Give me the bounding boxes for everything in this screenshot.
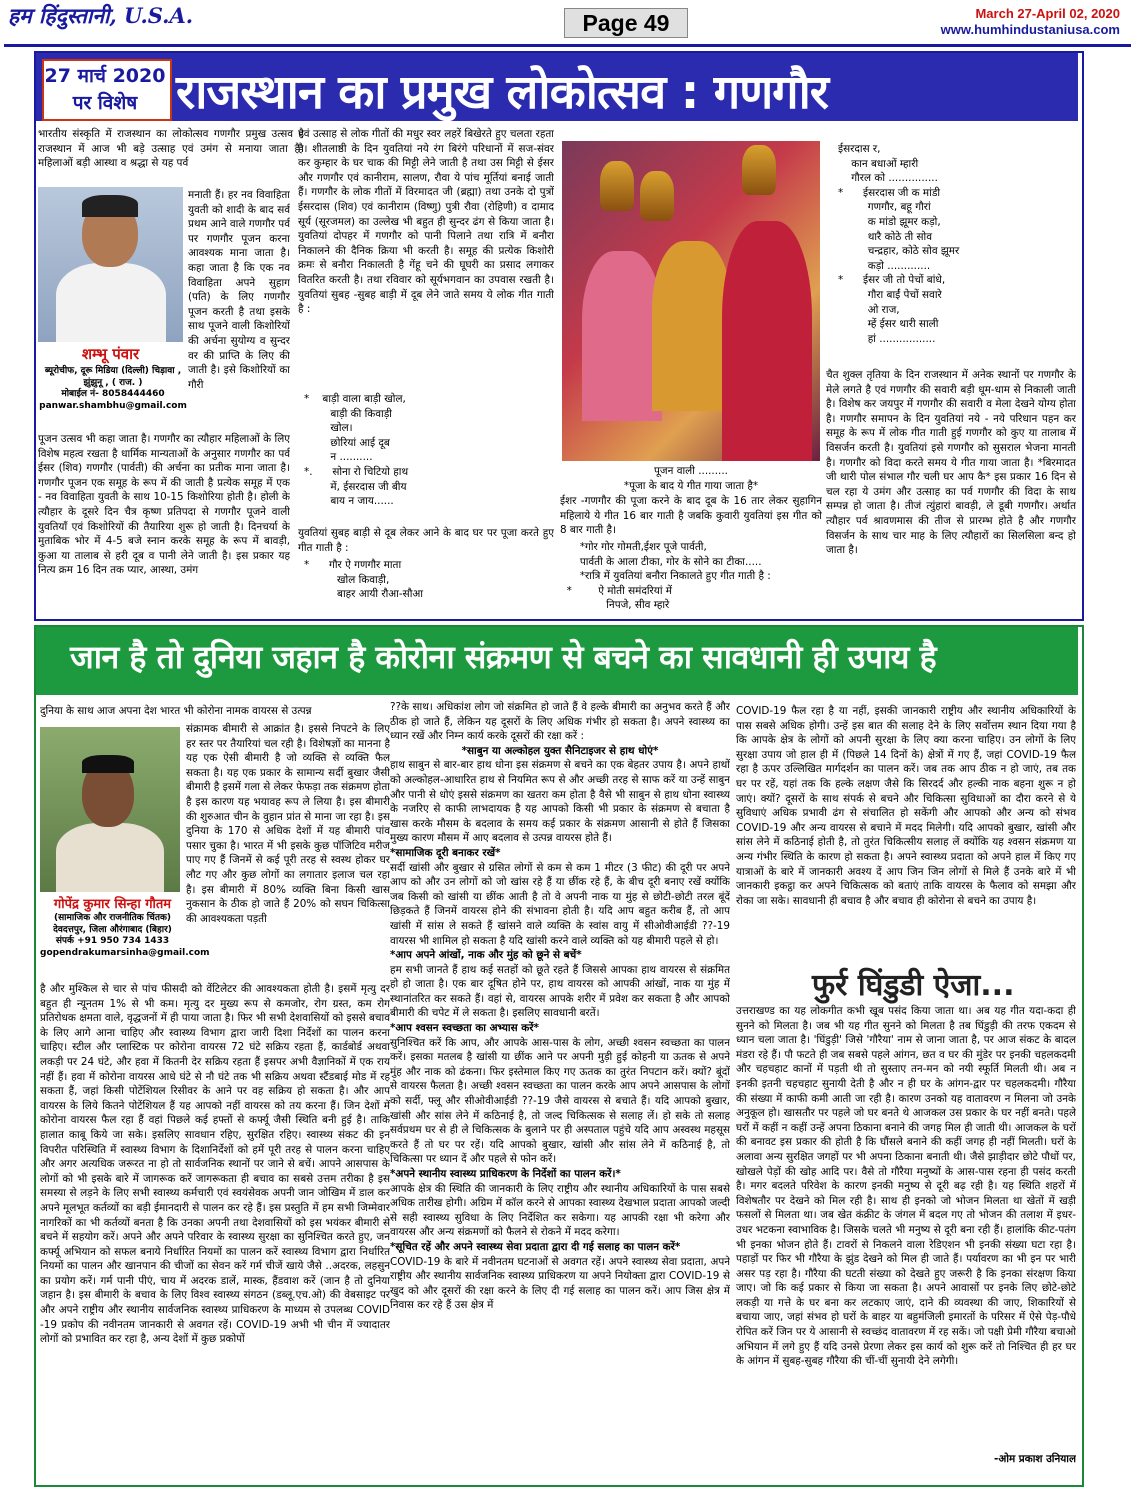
corona-avoid-touch-text: हम सभी जानते हैं हाथ कई सतहों को छूते रहते हैं जिससे आपका हाथ वायरस से संक्रमित हो हो जाता है। एक बार दूषित होने पर, हाथ वायरस को आपकी आंखों, नाक या मुंह में स्थानांतरित कर सकते हैं। वहां से, वायरस आपके शरीर में प्रवेश कर सकता है और आपको बीमारी की चपेट में ले सकता है। इसलिए सावधानी बरतें।: [390, 963, 730, 1020]
author-photo-shambhu: [38, 187, 183, 342]
masthead: [8, 2, 1128, 44]
corona-social-distance-text: सर्दी खांसी और बुखार से ग्रसित लोगों से कम से कम 1 मीटर (3 फीट) की दूरी पर अपने आप को और उन लोगों को जो खांस रहे हैं या छींक रहे हैं, के बीच दूरी बनाए रखें क्योंकि जब किसी को खांसी या छींक आती है तो वे अपनी नाक या मुंह से छोटी-छोटी तरल बूंदें छिड़कते हैं जिनमें वायरस होने की संभावना होती है। यदि आप बहुत करीब हैं, तो आप खांसी में सांस ले सकते हैं खांसने वाले व्यक्ति के स्वांस वायु में सीओवीआईडी ??-19 वायरस भी शामिल हो सकता है यदि खांसी करने वाले व्यक्ति को यह बीमारी पहले से हो।: [390, 861, 730, 947]
corona-stay-informed-text: COVID-19 के बारे में नवीनतम घटनाओं से अवगत रहें। अपने स्वास्थ्य सेवा प्रदाता, अपने राष्ट्रीय और स्थानीय सार्वजनिक स्वास्थ्य प्राधिकरण या अपने नियोक्ता द्वारा COVID-19 से खुद को और दूसरों की रक्षा करने के लिए दी गई सलाह का पालन करें। आप जिस क्षेत्र में निवास कर रहे हैं उस क्षेत्र में: [390, 1255, 730, 1312]
issue-date: March 27-April 02, 2020: [975, 6, 1120, 21]
website-link[interactable]: www.humhindustaniusa.com: [940, 22, 1120, 37]
subhead-wash-hands: *साबुन या अल्कोहल युक्त सैनिटाइजर से हाथ धोएं*: [461, 744, 659, 757]
gangaur-song-4: ईसरदास र, कान बधाओं म्हारी गौरल को ............... * ईसरदास जी क मांडी गणगौर, बहू गौरां क मांडो झूमर कड़ो, थारै कोठे ती सोव चन्द्रहार, कोठे सोव झूमर कड़ो ............. * ईसर जी तो पेचों बांधे, गौरा बाईं पेचों सवारे ओ राज, म्हें ईसर थारी साली हां .................: [838, 143, 960, 345]
gangaur-col3-verse: पूजन वाली ......... *पूजा के बाद ये गीत गाया जाता है*: [623, 465, 759, 492]
author-photo-gopendra: [40, 727, 180, 892]
subhead-respiratory: *आप श्वसन स्वच्छता का अभ्यास करें*: [390, 1022, 539, 1035]
gangaur-col4-body: चैत शुक्ल तृतिया के दिन राजस्थान में अनेक स्थानों पर गणगौर के मेले लगते है एवं गणगौर की सवारी बड़ी धूम-धाम से निकाली जाती है। विशेष कर जयपुर में गणगौर की सवारी व मेला देखने योग्य होता है। गणगौर समापन के दिन युवतियां नये - नये परिधान पहन कर समूह के रूप में लोक गीत गाती हुई गणगौर को कुए या तालाब में विसर्जन करती है। युवतियां इसे गणगौर को सुसराल भेजना मानती है। गणगौर को विदा करते समय ये गीत गाया जाता है। *बिरमादत जी थारी पोल संभाल गौर चली घर आप कै* इस प्रकार 16 दिन से चल रहा ये उमंग और उत्साह का पर्व गणगौर की विदा के साथ सम्पन्न हो जाता है। तीजं त्युंहारां बावड़ी, ले डूबी गणगौर। अर्थात त्यौहार पर्व श्रावणमास की तीज से प्रारम्भ होते है और गणगौर विसर्जन के साथ चार माह के लिए त्यौहारों का सिलसिला बन्द हो जाता है।: [826, 369, 1076, 557]
page-number: Page 49: [564, 8, 688, 38]
author-details-gopendra: [40, 913, 210, 959]
subhead-stay-informed: *सूचित रहें और अपने स्वास्थ्य सेवा प्रदाता द्वारा दी गई सलाह का पालन करें*: [390, 1240, 681, 1253]
corona-col2: [390, 700, 730, 1482]
author-mobile: मोबाईल नं- 8058444460: [61, 389, 165, 399]
author-details-shambhu: [38, 366, 188, 412]
gangaur-col3-body: ईशर -गणगौर की पूजा करने के बाद दूब के 16 तार लेकर सुहागिन महिलाये ये गीत 16 बार गाती है जबकि कुवारी युवतियां इस गीत को 8 बार गाती है।: [560, 495, 822, 537]
article-corona-title: जान है तो दुनिया जहान है कोरोना संक्रमण से बचने का सावधानी ही उपाय है: [70, 638, 937, 676]
gangaur-col2-body: एवं उत्साह से लोक गीतों की मधुर स्वर लहरें बिखेरते हुए चलता रहता है। शीतलाष्ठी के दिन युवतियां नये रंग बिरंगे परिधानों में सज-संवर कर कुम्हार के घर चाक की मिट्टी लेने जाती है तथा उस मिट्टी से ईसर और गणगौर एवं कानीराम, सालण, रौवा ये पांच मूर्तियां बनाई जाती हैं। गणगौर के लोक गीतों में विरमादत जी (ब्रह्मा) तथा उनके दो पुत्रों ईसरदास (शिव) एवं कानीराम (विष्णु) पुत्री रौवा (रोहिणी) व दामाद सूर्य (सूरजमल) का उल्लेख भी बहुत ही सुन्दर ढंग से किया जाता है। युवतियां दोपहर में गणगौर को पानी पिलाने तथा रात्रि में बनौरा निकालने की दैनिक क्रिया भी करती है। समूह की प्रत्येक किशोरी क्रमः से बनौरा निकालती है गेंहू चने की घूघरी का प्रसाद लगाकर वितरित करती है। तथा रविवार को सूर्यभगवान का उपवास रखती है। युवतियां सुबह -सुबह बाड़ी में दूब लेने जाते समय ये लोक गीत गाती है :: [298, 128, 554, 316]
gangaur-song-2: * गौर ऐ गणगौर माता खोल किवाड़ी, बाहर आयी रौआ-सौआ: [304, 559, 424, 601]
author-email: panwar.shambhu@gmail.com: [39, 400, 187, 411]
corona-local-authority-text: आपके क्षेत्र की स्थिति की जानकारी के लिए राष्ट्रीय और स्थानीय अधिकारियों के पास सबसे अधिक तारीख होगी। अग्रिम में कॉल करने से आपका स्वास्थ्य देखभाल प्रदाता आपको जल्दी से सही स्वास्थ्य सुविधा के लिए निर्देशित कर सकेगा। यह आपकी रक्षा भी करेगा और वायरस और अन्य संक्रमणों को फैलने से रोकने में मदद करेगा।: [390, 1182, 730, 1239]
article-sparrow-title: फुर्र घिंडुडी ऐजा...: [812, 968, 1015, 1003]
publication-name: हम हिंदुस्तानी, U.S.A.: [8, 3, 194, 28]
author-email: gopendrakumarsinha@gmail.com: [40, 947, 210, 958]
article-gangaur-title: राजस्थान का प्रमुख लोकोत्सव : गणगौर: [176, 65, 829, 120]
gangaur-col1-intro: भारतीय संस्कृति में राजस्थान का लोकोत्सव गणगौर प्रमुख उत्सव है राजस्थान में आज भी बड़े उत्साह एवं उमंग से मनाया जाता है। महिलाओं बड़ी आस्था व श्रद्धा से यह पर्व: [38, 128, 304, 170]
author-role: (सामाजिक और राजनीतिक चिंतक) देवदत्तपुर, जिला औरंगाबाद (बिहार): [53, 913, 172, 935]
corona-col1-intro: दुनिया के साथ आज अपना देश भारत भी कोरोना नामक वायरस से उत्पन्न: [40, 705, 312, 717]
date-tag-box: [42, 59, 172, 121]
author-role: ब्यूरोचीफ, दूरू मिडिया (दिल्ली) चिड़ावा , झुंझुनू , ( राज. ): [44, 366, 182, 388]
author-name-shambhu: शम्भू पंवार: [81, 345, 140, 363]
corona-col2-intro: ??के साथ। अधिकांश लोग जो संक्रमित हो जाते हैं वे हल्के बीमारी का अनुभव करते हैं और ठीक हो जाते हैं, लेकिन यह दूसरों के लिए अधिक गंभीर हो सकता है। अपने स्वास्थ्य का ध्यान रखें और निम्न कार्य करके दूसरों की रक्षा करें :: [390, 701, 730, 743]
corona-col1-side: संक्रामक बीमारी से आक्रांत है। इससे निपटने के लिए हर स्तर पर तैयारियां चल रही है। विशेषज्ञों का मानना है यह एक ऐसी बीमारी है जो व्यक्ति से व्यक्ति फैल सकता है। यह एक प्रकार के सामान्य सर्दी बुखार जैसी बीमारी है इसमें गला से लेकर फेफड़ा तक संक्रमण होता है इस कारण यह भयावह रूप ले लिया है। इस बीमारी की शुरुआत चीन के वुहान प्रांत से माना जा रहा है। इस दुनिया के 170 से अधिक देशों में यह बीमारी पांव पसार चुका है। भारत में भी इसके कुछ पॉजिटिव मरीज पाए गए हैं जिनमें से कई पूरी तरह से स्वस्थ होकर घर लौट गए और कुछ लोगों का लगातार इलाज चल रहा है। इस बीमारी में 80% व्यक्ति बिना किसी खास नुकसान के ठीक हो जाते हैं 20% को सघन चिकित्सा की आवश्यकता पड़ती: [186, 723, 390, 925]
gangaur-song-3: *गोर गोर गोमती,ईशर पूजे पार्वती, पार्वती के आला टीका, गोर के सोने का टीका..... *रात्रि में युवतियां बनौरा निकालते हुए गीत गाती है : * ऐ मोती समंदरियां में निपजे, सीव म्हारे: [566, 541, 771, 612]
corona-col1-body: है और मुश्किल से चार से पांच फीसदी को वेंटिलेटर की आवश्यकता होती है। इसमें मृत्यु दर बहुत ही न्यूनतम 1% से भी कम। मृत्यु दर मुख्य रूप से कमजोर, रोग ग्रस्त, कम रोग प्रतिरोधक क्षमता वाले, वृद्धजनों में ही पाया जाता है। फिर भी सभी देशवासियों को इससे बचाव के लिए आगे आना चाहिए और स्वास्थ्य विभाग द्वारा जारी दिशा निर्देशों का पालन करना चाहिए। स्टील और प्लास्टिक पर कोरोना वायरस 72 घंटे सक्रिय रहता हैं, कार्डबोर्ड अथवा लकड़ी पर 24 घंटे, और हवा में कितनी देर सक्रिय रहता हैं इसपर अभी वैज्ञानिकों में एक राय नहीं हैं। हवा में कोरोना वायरस आधे घंटे से नौ घंटे तक भी सक्रिय अथवा स्टैंडबाई मोड में रह सकता हैं, जहां किसी पोटेंशियल रिसीवर के आने पर वह सक्रिय हो सकता है। और आप वायरस के लिये कितने पोटेंशियल हैं यह आपको नहीं वायरस को तय करना हैं। जिन देशों में कोरोना वायरस फैल रहा हैं वहां पिछले कई हफ्तों से कर्फ्यू जैसी स्थिति बनी हुई है। ताकि हालात काबू किये जा सके। इसलिए सावधान रहिए, सुरक्षित रहिए। स्वास्थ्य संकट की इन विपरीत परिस्थिति में स्वास्थ्य विभाग के दिशानिर्देशों को हमें पूरी तरह से पालन करना चाहिए और अगर अत्यधिक जरूरत ना हो तो सार्वजनिक स्थानों पर जाने से बचें। आपने आसपास के लोगों को भी इसके बारे में जागरूक करें जागरूकता ही बचाव का सबसे उत्तम तरीका है इस समस्या से लड़ने के लिए सभी स्वास्थ्य कर्मचारी एवं स्वयंसेवक अपनी जान जोखिम में डाल कर अपने मूलभूत कर्तव्यों का बड़ी ईमानदारी से पालन कर रहे हैं। इस प्रस्तुति में हम सभी जिम्मेवार नागरिकों का भी कर्तव्यों बनता है कि उनका अपनी तथा देशवासियों को इस भयंकर बीमारी से बचने में सहयोग करें। अपने और अपने परिवार के स्वास्थ्य सुरक्षा का सुनिश्चित करते हुए, जन कर्फ्यू अभियान को सफल बनाये निर्धारित नियमों का पालन करें स्वास्थ्य विभाग द्वारा निर्धारित नियमों का पालन और खानपान की चीजों का सेवन करें गर्म चीजें खाये जैसे ..अदरक, लहसुन का प्रयोग करें। गर्म पानी पीएं, चाय में अदरक डालें, मास्क, हैंडवाश करें (जान है तो दुनिया जहान है। इस बीमारी के बचाव के लिए विश्व स्वास्थ्य संगठन (डब्लू.एच.ओ) की वेबसाइट पर और अपने राष्ट्रीय और स्थानीय सार्वजनिक स्वास्थ्य प्राधिकरण के माध्यम से उपलब्ध COVID -19 प्रकोप की नवीनतम जानकारी से अवगत रहें। COVID-19 अभी भी चीन में ज्यादातर लोगों को प्रभावित कर रहा है, अन्य देशों में कुछ प्रकोपों: [40, 983, 390, 1346]
article-sparrow-body: उत्तराखण्ड का यह लोकगीत कभी खूब पसंद किया जाता था। अब यह गीत यदा-कदा ही सुनने को मिलता है। जब भी यह गीत सुनने को मिलता है तब घिंडुड़ी की तरफ एकदम से ध्यान चला जाता है। 'घिंडुड़ी' जिसे 'गौरैया' नाम से जाना जाता है, पर आज संकट के बादल मंडरा रहे हैं। पौ फटते ही जब सबसे पहले आंगन, छत व घर की मुंडेर पर इनकी चहलकदमी और चहचहाट कानों में पड़ती थी तो सुस्ताए तन-मन को नयी स्फूर्ति मिलती थी। अब न इनकी इतनी चहचहाट सुनायी देती है और न ही घर के आंगन-द्वार पर चहलकदमी। गौरैया की संख्या में काफी कमी आती जा रही है। कारण उनको यह वातावरण न मिलना जो उनके अनुकूल हो। खासतौर पर पहले जो घर बनते थे आजकल उस प्रकार के घर नहीं बनते। पहले घरों में कहीं न कहीं उन्हें अपना ठिकाना बनाने की जगह मिल ही जाती थी। आजकल के घरों की बनावट इस प्रकार की होती है कि घौंसले बनाने की कहीं जगह ही नहीं मिलती। घरों के अलावा अन्य सुरक्षित जगहों पर भी अपना ठिकाना बनाती थी। जैसे झाड़ीदार छोटे पौधों पर, खोखले पेड़ों की खोह आदि पर। वैसे तो गौरैया मनुष्यों के आस-पास रहना ही पसंद करती है। मगर बदलते परिवेश के कारण इनकी मनुष्य से दूरी बढ़ रही है। यह स्थिति शहरों में विशेषतौर पर देखने को मिल रही है। साथ ही इनको जो भोजन मिलता था खेतों में खड़ी फसलों से मिलता था। जब खेत कंक्रीट के जंगल में बदल गए तो भोजन की तलाश में इधर-उधर भटकना स्वाभाविक है। जिसके चलते भी मनुष्य से दूरी बना रही हैं। हालांकि कीट-पतंग भी इनका भोजन होते हैं। टावरों से निकलने वाला रेडिएशन भी इनकी संख्या घटा रहा है। पहाड़ों पर फिर भी गौरैया के झुंड देखने को मिल ही जाते हैं। पर्यावरण का भी इन पर भारी असर पड़ रहा है। गौरैया की घटती संख्या को देखते हुए जरूरी है कि इनका संरक्षण किया जाए। जो कि कई प्रकार से किया जा सकता है। अपने आवासों पर इनके लिए छोटे-छोटे लकड़ी या गत्ते के घर बना कर लटकाए जाएं, दाने की व्यवस्था की जाए, शिकारियों से बचाया जाए, जहां संभव हो घरों के बाहर या बहुमंजिली इमारतों के परिसर में ऐसे पेड़-पौधे रोपित करें जिन पर ये आसानी से स्वच्छंद वातावरण में रह सकें। जो पक्षी प्रेमी गौरैया बचाओ अभियान में लगे हुए हैं यदि उनसे प्रेरणा लेकर इस कार्य को शुरू करें तो निश्चित ही हर घर के आंगन में सुबह-सुबह गौरैया की चीं-चीं सुनायी देने लगेगी।: [736, 1005, 1076, 1368]
gangaur-song-1: * बाड़ी वाला बाड़ी खोल, बाड़ी की किवाड़ी खोल। छोरियां आई दूब न .......... *. सोना रो चिटियो हाथ में, ईसरदास जी बीय बाय न जाय......: [304, 393, 409, 508]
corona-wash-hands-text: हाथ साबुन से बार-बार हाथ धोना इस संक्रमण से बचने का एक बेहतर उपाय है। अपने हाथों को अल्कोहल-आधारित हाथ से नियमित रूप से और अच्छी तरह से साफ करें या उन्हें साबुन और पानी से धोएं इससे संक्रमण का खतरा कम होता है वैसे भी साबुन से हाथ धोना स्वास्थ्य के नजरिए से काफी लाभदायक है यह आपको किसी भी प्रकार के संक्रमण से बचाता है खास करके मौसम के बदलाव के समय कई प्रकार के संक्रमण आसानी से होते हैं जिसका मुख्य कारण मौसम में आए बदलाव से उत्पन्न वायरस होते हैं।: [390, 759, 730, 845]
corona-respiratory-text: सुनिश्चित करें कि आप, और आपके आस-पास के लोग, अच्छी श्वसन स्वच्छता का पालन करें। इसका मतलब है खांसी या छींक आने पर अपनी मुड़ी हुई कोहनी या ऊतक से अपने मुंह और नाक को ढंकना। फिर इस्तेमाल किए गए ऊतक का तुरंत निपटान करें। क्यों? बूंदों से वायरस फैलता है। अच्छी श्वसन स्वच्छता का पालन करके आप अपने आसपास के लोगों को सर्दी, फ्लू और सीओवीआईडी ??-19 जैसे वायरस से बचाते हैं। यदि आपको बुखार, खांसी और सांस लेने में कठिनाई है, तो जल्द चिकित्सक से सलाह लें। हो सके तो सलाह सर्वप्रथम घर से ही ले चिकित्सक के बुलाने पर ही अस्पताल पहुंचे यदि आप अस्वस्थ महसूस करते हैं तो घर पर रहें। यदि आपको बुखार, खांसी और सांस लेने में कठिनाई है, तो चिकित्सा पर ध्यान दें और पहले से फोन करें।: [390, 1036, 730, 1166]
author-name-gopendra: गोपेंद्र कुमार सिन्हा गौतम: [53, 897, 172, 912]
header-rule: [4, 44, 1131, 47]
subhead-social-distance: *सामाजिक दूरी बनाकर रखें*: [390, 846, 501, 859]
subhead-avoid-touch: *आप अपने आंखों, नाक और मुंह को छूने से बचें*: [390, 949, 582, 962]
gangaur-col1-body: पूजन उत्सव भी कहा जाता है। गणगौर का त्यौहार महिलाओं के लिए विशेष महत्व रखता है धार्मिक मान्यताओं के अनुसार गणगौर का पर्व ईसर (शिव) गणगौर (पार्वती) की अर्चना का प्रतीक माना जाता है। गणगौर पूजन एक समूह के रूप में की जाती है प्रत्येक समूह में एक - नव विवाहिता युवती के साथ 10-15 किशोरिया होती है। होली के त्यौहार के दूसरे दिन चैत्र कृष्ण प्रतिपदा से गणगौर पूजने वाली युवतियाँ एवं किशोरियों की तैयारिया शुरू हो जाती है। दिनचर्या के मुताबिक भोर में 4-5 बजे स्नान करके समूह के रूप में बावड़ी, कुआ या तालाब से हरी दूब व पानी लेने जाती है। इस प्रकार यह नित्य क्रम 16 दिन तक प्यार, आस्था, उमंग: [38, 433, 290, 577]
date-tag: 27 मार्च 2020 पर विशेष: [44, 65, 166, 114]
author-phone: संपर्क +91 950 734 1433: [55, 936, 170, 946]
article-sparrow-byline: -ओम प्रकाश उनियाल: [994, 1453, 1076, 1465]
gangaur-col1-side: मनाती हैं। हर नव विवाहिता युवती को शादी के बाद सर्व प्रथम आने वाले गणगौर पर्व पर गणगौर पूजन करना आवश्यक माना जाता है। कहा जाता है कि एक नव विवाहिता अपने सुहाग (पति) के लिए गणगौर पूजन करती है तथा इसके साथ पूजने वाली किशोरियों की अर्चना सुयोग्य व सुन्दर वर की प्राप्ति के लिए की जाती है। इसे किशोरियों का गौरी: [188, 189, 290, 391]
gangaur-festival-photo: [562, 141, 820, 461]
corona-col3-body: COVID-19 फैल रहा है या नहीं, इसकी जानकारी राष्ट्रीय और स्थानीय अधिकारियों के पास सबसे अधिक होगी। उन्हें इस बात की सलाह देने के लिए सर्वोत्तम स्थान दिया गया है कि आपके क्षेत्र के लोगों को अपनी सुरक्षा के लिए क्या करना चाहिए। उन लोगों के लिए सुरक्षा उपाय जो हाल ही में (पिछले 14 दिनों के) क्षेत्रों में गए हैं, जहां COVID-19 फैल रहा है ऊपर उल्लिखित मार्गदर्शन का पालन करें। जब तक आप ठीक न हो जाएं, तब तक घर पर रहें, यहां तक कि हल्के लक्षण जैसे कि सिरदर्द और हल्की नाक बहना शुरू न हो जाएं। क्यों? दूसरों के साथ संपर्क से बचने और चिकित्सा सुविधाओं का दौरा करने से ये सुविधाएं अधिक प्रभावी ढंग से संचालित हो सकेंगी और आपको और अन्य को संभव COVID-19 और अन्य वायरस से बचाने में मदद मिलेगी। यदि आपको बुखार, खांसी और सांस लेने में कठिनाई होती है, तो तुरंत चिकित्सीय सलाह लें क्योंकि यह श्वसन संक्रमण या अन्य गंभीर स्थिति के कारण हो सकता है। अपने स्वास्थ्य प्रदाता को अपने हाल में किए गए यात्राओं के बारे में जानकारी अवश्य दें आप जिन जिन लोगों से मिले हैं उनके बारे में भी जानकारी इकट्ठा कर अपने चिकित्सक को बताएं ताकि वायरस के फैलाव को समझा और रोका जा सके। सावधानी ही बचाव है और बचाव ही कोरोना से बचने का उपाय है।: [736, 705, 1076, 907]
issue-date-block: [941, 6, 1120, 38]
gangaur-col2-mid: युवतियां सुबह बाड़ी से दूब लेकर आने के बाद घर पर पूजा करते हुए गीत गाती है :: [298, 527, 554, 554]
subhead-local-authority: *अपने स्थानीय स्वास्थ्य प्राधिकरण के निर्देशों का पालन करें।*: [390, 1168, 621, 1180]
